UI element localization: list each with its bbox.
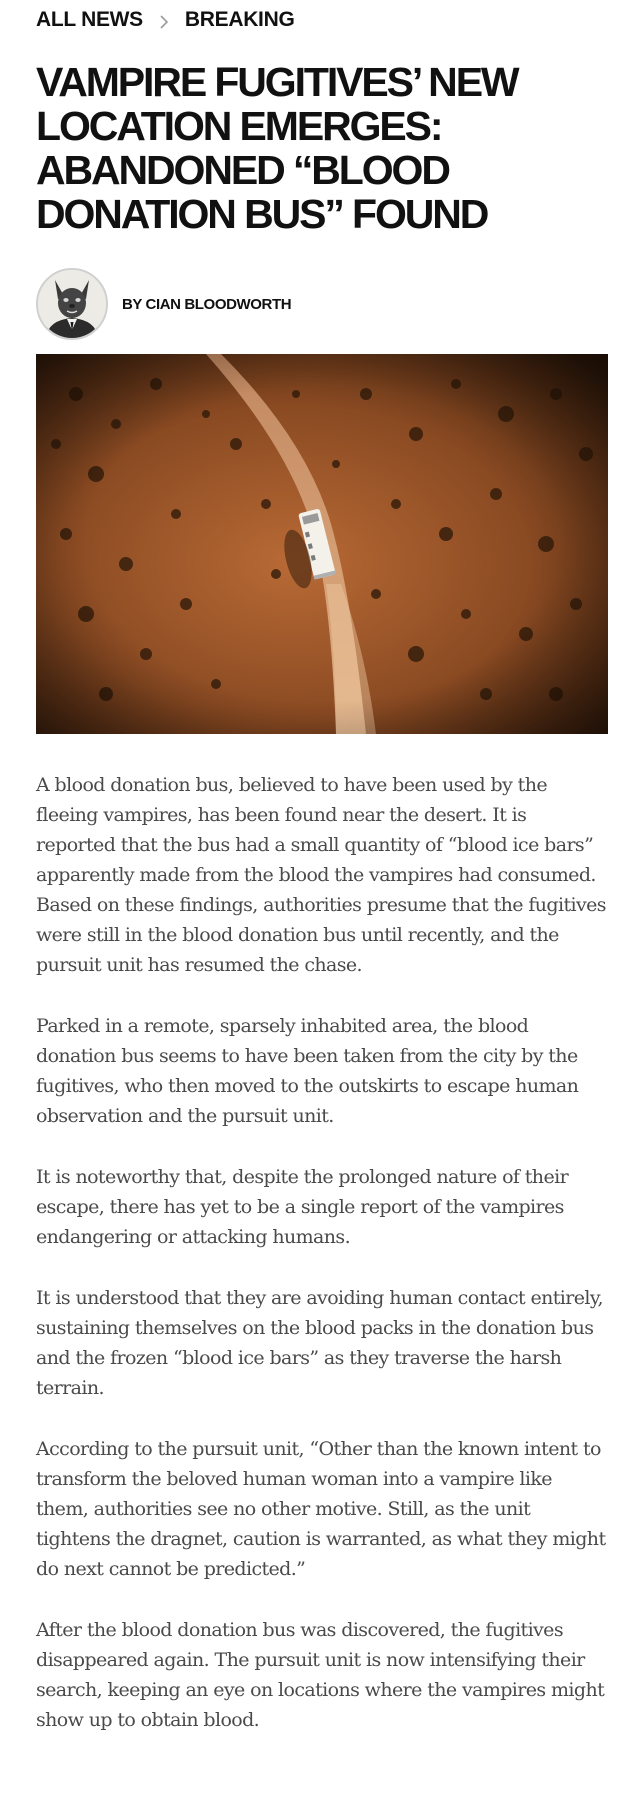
article-paragraph: It is understood that they are avoiding human contact entirely, sustaining themselves on the blood packs in the donation bus and the frozen “blood ice bars” as they traverse the harsh terrain. bbox=[36, 1287, 603, 1399]
chevron-right-icon bbox=[156, 12, 172, 28]
aerial-desert-road-bus-image bbox=[36, 354, 608, 734]
article-paragraph: According to the pursuit unit, “Other than the known intent to transform the beloved human woman into a vampire like them, authorities see no other motive. Still, as the unit tightens the dragnet, caution is warranted, as what they might do next cannot be predicted.” bbox=[36, 1438, 606, 1580]
author-name[interactable]: BY CIAN BLOODWORTH bbox=[122, 295, 292, 313]
byline bbox=[36, 266, 291, 342]
breadcrumb bbox=[36, 6, 295, 34]
article-paragraph: It is noteworthy that, despite the prolonged nature of their escape, there has yet to be a single report of the vampires endangering or attacking humans. bbox=[36, 1166, 569, 1248]
article-headline: VAMPIRE FUGITIVES’ NEW LOCATION EMERGES: ABANDONED “BLOOD DONATION BUS” FOUND bbox=[36, 59, 518, 237]
breadcrumb-all-news-link[interactable]: ALL NEWS bbox=[36, 8, 143, 31]
article-paragraph: Parked in a remote, sparsely inhabited area, the blood donation bus seems to have been taken from the city by the fugitives, who then moved to the outskirts to escape human observation and the pursuit unit. bbox=[36, 1015, 579, 1127]
article-paragraph: After the blood donation bus was discovered, the fugitives disappeared again. The pursuit unit is now intensifying their search, keeping an eye on locations where the vampires might show up to obtain blood. bbox=[36, 1619, 605, 1731]
breadcrumb-breaking-link[interactable]: BREAKING bbox=[184, 8, 295, 31]
bat-avatar-icon[interactable] bbox=[36, 268, 108, 340]
article-paragraph: A blood donation bus, believed to have been used by the fleeing vampires, has been found near the desert. It is reported that the bus had a small quantity of “blood ice bars” apparently made from the blood the vampires had consumed. Based on these findings, authorities presume that the fugitives were still in the blood donation bus until recently, and the pursuit unit has resumed the chase. bbox=[36, 774, 606, 976]
article-body bbox=[36, 770, 608, 1766]
